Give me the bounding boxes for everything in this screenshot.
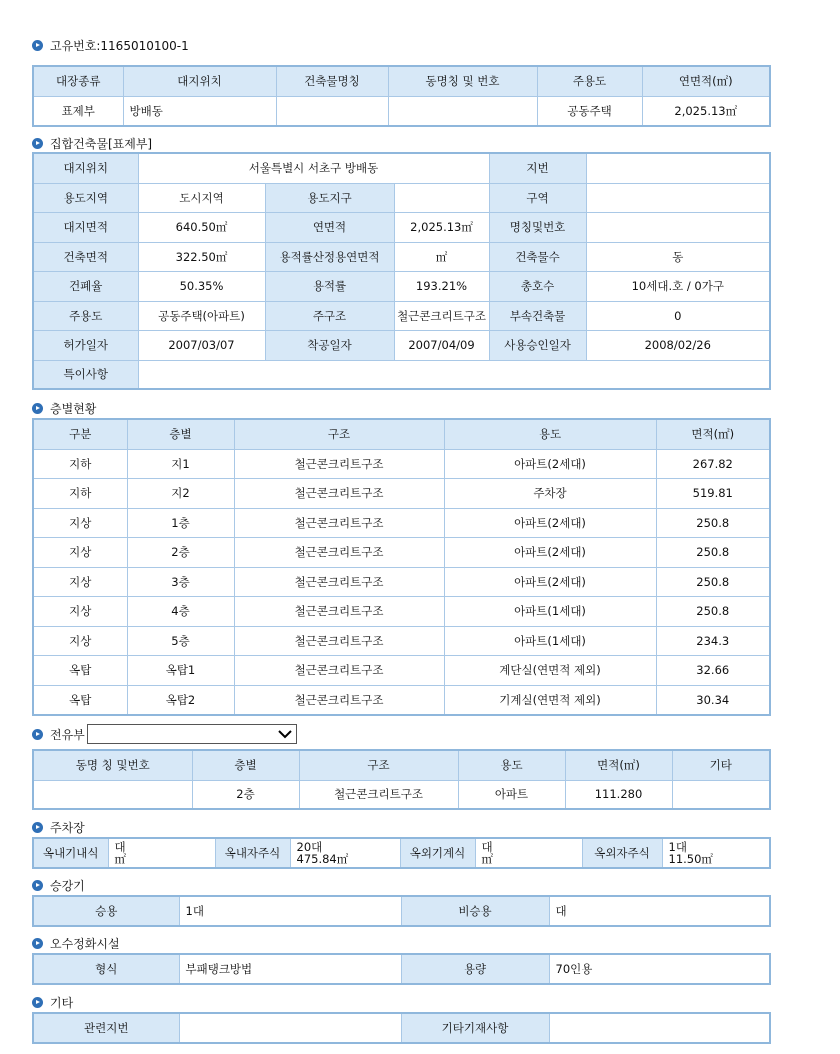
parking-value <box>662 838 770 868</box>
parking-value <box>475 838 582 868</box>
field-label: 착공일자 <box>265 330 394 360</box>
floor-cell: 250.8 <box>656 538 770 568</box>
field-value: 2,025.13㎡ <box>394 212 489 242</box>
floor-cell: 철근콘크리트구조 <box>234 449 444 479</box>
section-title: 승강기 <box>50 878 85 893</box>
unique-number-heading <box>32 38 189 52</box>
exclusive-heading <box>32 727 297 741</box>
summary-row <box>33 96 770 126</box>
floor-cell: 아파트(1세대) <box>444 597 656 627</box>
floor-cell: 지상 <box>33 538 127 568</box>
etc-value <box>549 1013 770 1043</box>
floor-row <box>33 626 770 656</box>
floor-cell: 옥탑2 <box>127 685 234 715</box>
floor-cell: 4층 <box>127 597 234 627</box>
section-bullet-icon <box>32 822 43 833</box>
floor-cell: 1층 <box>127 508 234 538</box>
floors-header: 구조 <box>234 419 444 449</box>
etc-value <box>179 1013 401 1043</box>
section-bullet-icon <box>32 729 43 740</box>
field-label: 용도지구 <box>265 183 394 212</box>
exclusive-cell: 111.280 <box>565 780 672 809</box>
floor-row <box>33 597 770 627</box>
floor-cell: 철근콘크리트구조 <box>234 656 444 686</box>
elevator-value: 1대 <box>179 896 401 926</box>
parking-count: 대 <box>481 840 493 854</box>
section-title: 전유부 <box>50 727 85 742</box>
title-section-heading <box>32 136 152 150</box>
section-bullet-icon <box>32 997 43 1008</box>
summary-cell <box>276 96 388 126</box>
parking-area: 11.50㎡ <box>668 852 713 866</box>
exclusive-cell: 철근콘크리트구조 <box>299 780 458 809</box>
floors-table <box>32 418 771 716</box>
etc-label: 기타기재사항 <box>401 1013 549 1043</box>
field-label: 건축물수 <box>489 242 586 271</box>
summary-header: 건축물명칭 <box>276 66 388 96</box>
summary-header: 연면적(㎡) <box>642 66 770 96</box>
section-bullet-icon <box>32 880 43 891</box>
field-value: 2008/02/26 <box>586 330 770 360</box>
etc-label: 관련지번 <box>33 1013 179 1043</box>
floor-cell: 철근콘크리트구조 <box>234 567 444 597</box>
sewage-value: 부패탱크방법 <box>179 954 401 984</box>
summary-table <box>32 65 771 127</box>
field-value: 0 <box>586 301 770 330</box>
floor-cell: 250.8 <box>656 567 770 597</box>
unique-number: 고유번호:1165010100-1 <box>50 38 189 53</box>
field-value: 193.21% <box>394 271 489 301</box>
floor-cell: 옥탑1 <box>127 656 234 686</box>
floor-cell: 철근콘크리트구조 <box>234 538 444 568</box>
exclusive-header: 동명 칭 및번호 <box>33 750 192 780</box>
field-label: 용적률 <box>265 271 394 301</box>
floor-cell: 지상 <box>33 508 127 538</box>
field-label: 총호수 <box>489 271 586 301</box>
section-bullet-icon <box>32 403 43 414</box>
field-label: 부속건축물 <box>489 301 586 330</box>
floor-cell: 옥탑 <box>33 685 127 715</box>
field-label: 명칭및번호 <box>489 212 586 242</box>
floor-cell: 지2 <box>127 479 234 509</box>
field-value: 동 <box>586 242 770 271</box>
parking-count: 20대 <box>296 840 323 854</box>
field-label: 허가일자 <box>33 330 138 360</box>
field-value <box>138 360 770 389</box>
sewage-label: 용량 <box>401 954 549 984</box>
floors-header: 구분 <box>33 419 127 449</box>
summary-header: 대지위치 <box>123 66 276 96</box>
parking-area: ㎡ <box>114 852 126 866</box>
floor-row <box>33 656 770 686</box>
field-value <box>586 212 770 242</box>
exclusive-cell: 2층 <box>192 780 299 809</box>
floors-heading <box>32 401 96 415</box>
floor-cell: 계단실(연면적 제외) <box>444 656 656 686</box>
section-bullet-icon <box>32 40 43 51</box>
parking-label: 옥내기내식 <box>33 838 108 868</box>
floor-row <box>33 449 770 479</box>
section-title: 층별현황 <box>50 401 97 416</box>
elevator-label: 승용 <box>33 896 179 926</box>
floor-cell: 철근콘크리트구조 <box>234 597 444 627</box>
summary-cell: 표제부 <box>33 96 123 126</box>
parking-label: 옥내자주식 <box>215 838 290 868</box>
field-value: 2007/03/07 <box>138 330 265 360</box>
floor-cell: 철근콘크리트구조 <box>234 626 444 656</box>
parking-area: 475.84㎡ <box>296 852 349 866</box>
floor-row <box>33 479 770 509</box>
exclusive-header: 층별 <box>192 750 299 780</box>
field-value: 도시지역 <box>138 183 265 212</box>
floors-header: 면적(㎡) <box>656 419 770 449</box>
floor-cell: 지상 <box>33 567 127 597</box>
summary-header: 동명칭 및 번호 <box>388 66 537 96</box>
field-value: 50.35% <box>138 271 265 301</box>
exclusive-table <box>32 749 771 810</box>
summary-cell: 2,025.13㎡ <box>642 96 770 126</box>
sewage-value: 70인용 <box>549 954 770 984</box>
floor-cell: 267.82 <box>656 449 770 479</box>
floor-cell: 지1 <box>127 449 234 479</box>
parking-label: 옥외기계식 <box>400 838 475 868</box>
field-label: 지번 <box>489 153 586 183</box>
exclusive-cell <box>672 780 770 809</box>
section-title: 주차장 <box>50 820 85 835</box>
section-title: 기타 <box>50 995 74 1010</box>
title-section-table <box>32 152 771 390</box>
summary-header-row <box>33 66 770 96</box>
exclusive-header: 용도 <box>458 750 565 780</box>
parking-value <box>108 838 215 868</box>
field-value <box>586 153 770 183</box>
unit-select[interactable] <box>87 724 297 744</box>
elevator-table <box>32 895 771 927</box>
section-title: 오수정화시설 <box>50 936 120 951</box>
parking-table <box>32 837 771 869</box>
field-label: 주용도 <box>33 301 138 330</box>
floor-cell: 32.66 <box>656 656 770 686</box>
floors-header: 층별 <box>127 419 234 449</box>
floor-cell: 철근콘크리트구조 <box>234 685 444 715</box>
field-label: 주구조 <box>265 301 394 330</box>
section-bullet-icon <box>32 938 43 949</box>
floor-cell: 519.81 <box>656 479 770 509</box>
floor-cell: 아파트(2세대) <box>444 567 656 597</box>
exclusive-header: 구조 <box>299 750 458 780</box>
summary-cell <box>388 96 537 126</box>
floor-row <box>33 508 770 538</box>
field-label: 건폐율 <box>33 271 138 301</box>
parking-label: 옥외자주식 <box>582 838 662 868</box>
summary-header: 대장종류 <box>33 66 123 96</box>
floor-row <box>33 685 770 715</box>
elevator-label: 비승용 <box>401 896 549 926</box>
chevron-down-icon <box>278 729 292 739</box>
floor-cell: 250.8 <box>656 597 770 627</box>
field-label: 대지면적 <box>33 212 138 242</box>
etc-heading <box>32 995 73 1009</box>
floor-cell: 2층 <box>127 538 234 568</box>
floors-header: 용도 <box>444 419 656 449</box>
field-label: 용적률산정용연면적 <box>265 242 394 271</box>
field-value: 철근콘크리트구조 <box>394 301 489 330</box>
floor-cell: 234.3 <box>656 626 770 656</box>
floor-cell: 주차장 <box>444 479 656 509</box>
section-title: 집합건축물[표제부] <box>50 136 153 151</box>
floor-cell: 아파트(2세대) <box>444 508 656 538</box>
field-label: 연면적 <box>265 212 394 242</box>
exclusive-cell <box>33 780 192 809</box>
field-value: 2007/04/09 <box>394 330 489 360</box>
field-value: 서울특별시 서초구 방배동 <box>138 153 489 183</box>
field-label: 용도지역 <box>33 183 138 212</box>
field-value: ㎡ <box>394 242 489 271</box>
field-label: 대지위치 <box>33 153 138 183</box>
field-label: 사용승인일자 <box>489 330 586 360</box>
floor-row <box>33 538 770 568</box>
parking-value <box>290 838 400 868</box>
sewage-label: 형식 <box>33 954 179 984</box>
summary-cell: 방배동 <box>123 96 276 126</box>
floor-cell: 250.8 <box>656 508 770 538</box>
floor-cell: 철근콘크리트구조 <box>234 479 444 509</box>
floor-cell: 지상 <box>33 626 127 656</box>
parking-count: 1대 <box>668 840 687 854</box>
floor-cell: 아파트(2세대) <box>444 538 656 568</box>
etc-table <box>32 1012 771 1044</box>
floor-cell: 5층 <box>127 626 234 656</box>
floor-cell: 3층 <box>127 567 234 597</box>
parking-count: 대 <box>114 840 126 854</box>
field-value: 322.50㎡ <box>138 242 265 271</box>
field-value: 640.50㎡ <box>138 212 265 242</box>
field-label: 구역 <box>489 183 586 212</box>
field-value: 10세대.호 / 0가구 <box>586 271 770 301</box>
summary-cell: 공동주택 <box>537 96 642 126</box>
field-label: 특이사항 <box>33 360 138 389</box>
exclusive-header: 면적(㎡) <box>565 750 672 780</box>
floor-cell: 옥탑 <box>33 656 127 686</box>
floor-row <box>33 567 770 597</box>
elevator-value: 대 <box>549 896 770 926</box>
floors-header-row <box>33 419 770 449</box>
sewage-table <box>32 953 771 985</box>
section-bullet-icon <box>32 138 43 149</box>
field-value <box>394 183 489 212</box>
sewage-heading <box>32 936 120 950</box>
summary-header: 주용도 <box>537 66 642 96</box>
floor-cell: 지상 <box>33 597 127 627</box>
field-label: 건축면적 <box>33 242 138 271</box>
exclusive-header: 기타 <box>672 750 770 780</box>
parking-area: ㎡ <box>481 852 493 866</box>
field-value <box>586 183 770 212</box>
floor-cell: 기계실(연면적 제외) <box>444 685 656 715</box>
elevator-heading <box>32 878 85 892</box>
floor-cell: 지하 <box>33 449 127 479</box>
floor-cell: 아파트(1세대) <box>444 626 656 656</box>
exclusive-cell: 아파트 <box>458 780 565 809</box>
parking-heading <box>32 820 85 834</box>
floor-cell: 지하 <box>33 479 127 509</box>
floor-cell: 아파트(2세대) <box>444 449 656 479</box>
floor-cell: 철근콘크리트구조 <box>234 508 444 538</box>
floor-cell: 30.34 <box>656 685 770 715</box>
field-value: 공동주택(아파트) <box>138 301 265 330</box>
